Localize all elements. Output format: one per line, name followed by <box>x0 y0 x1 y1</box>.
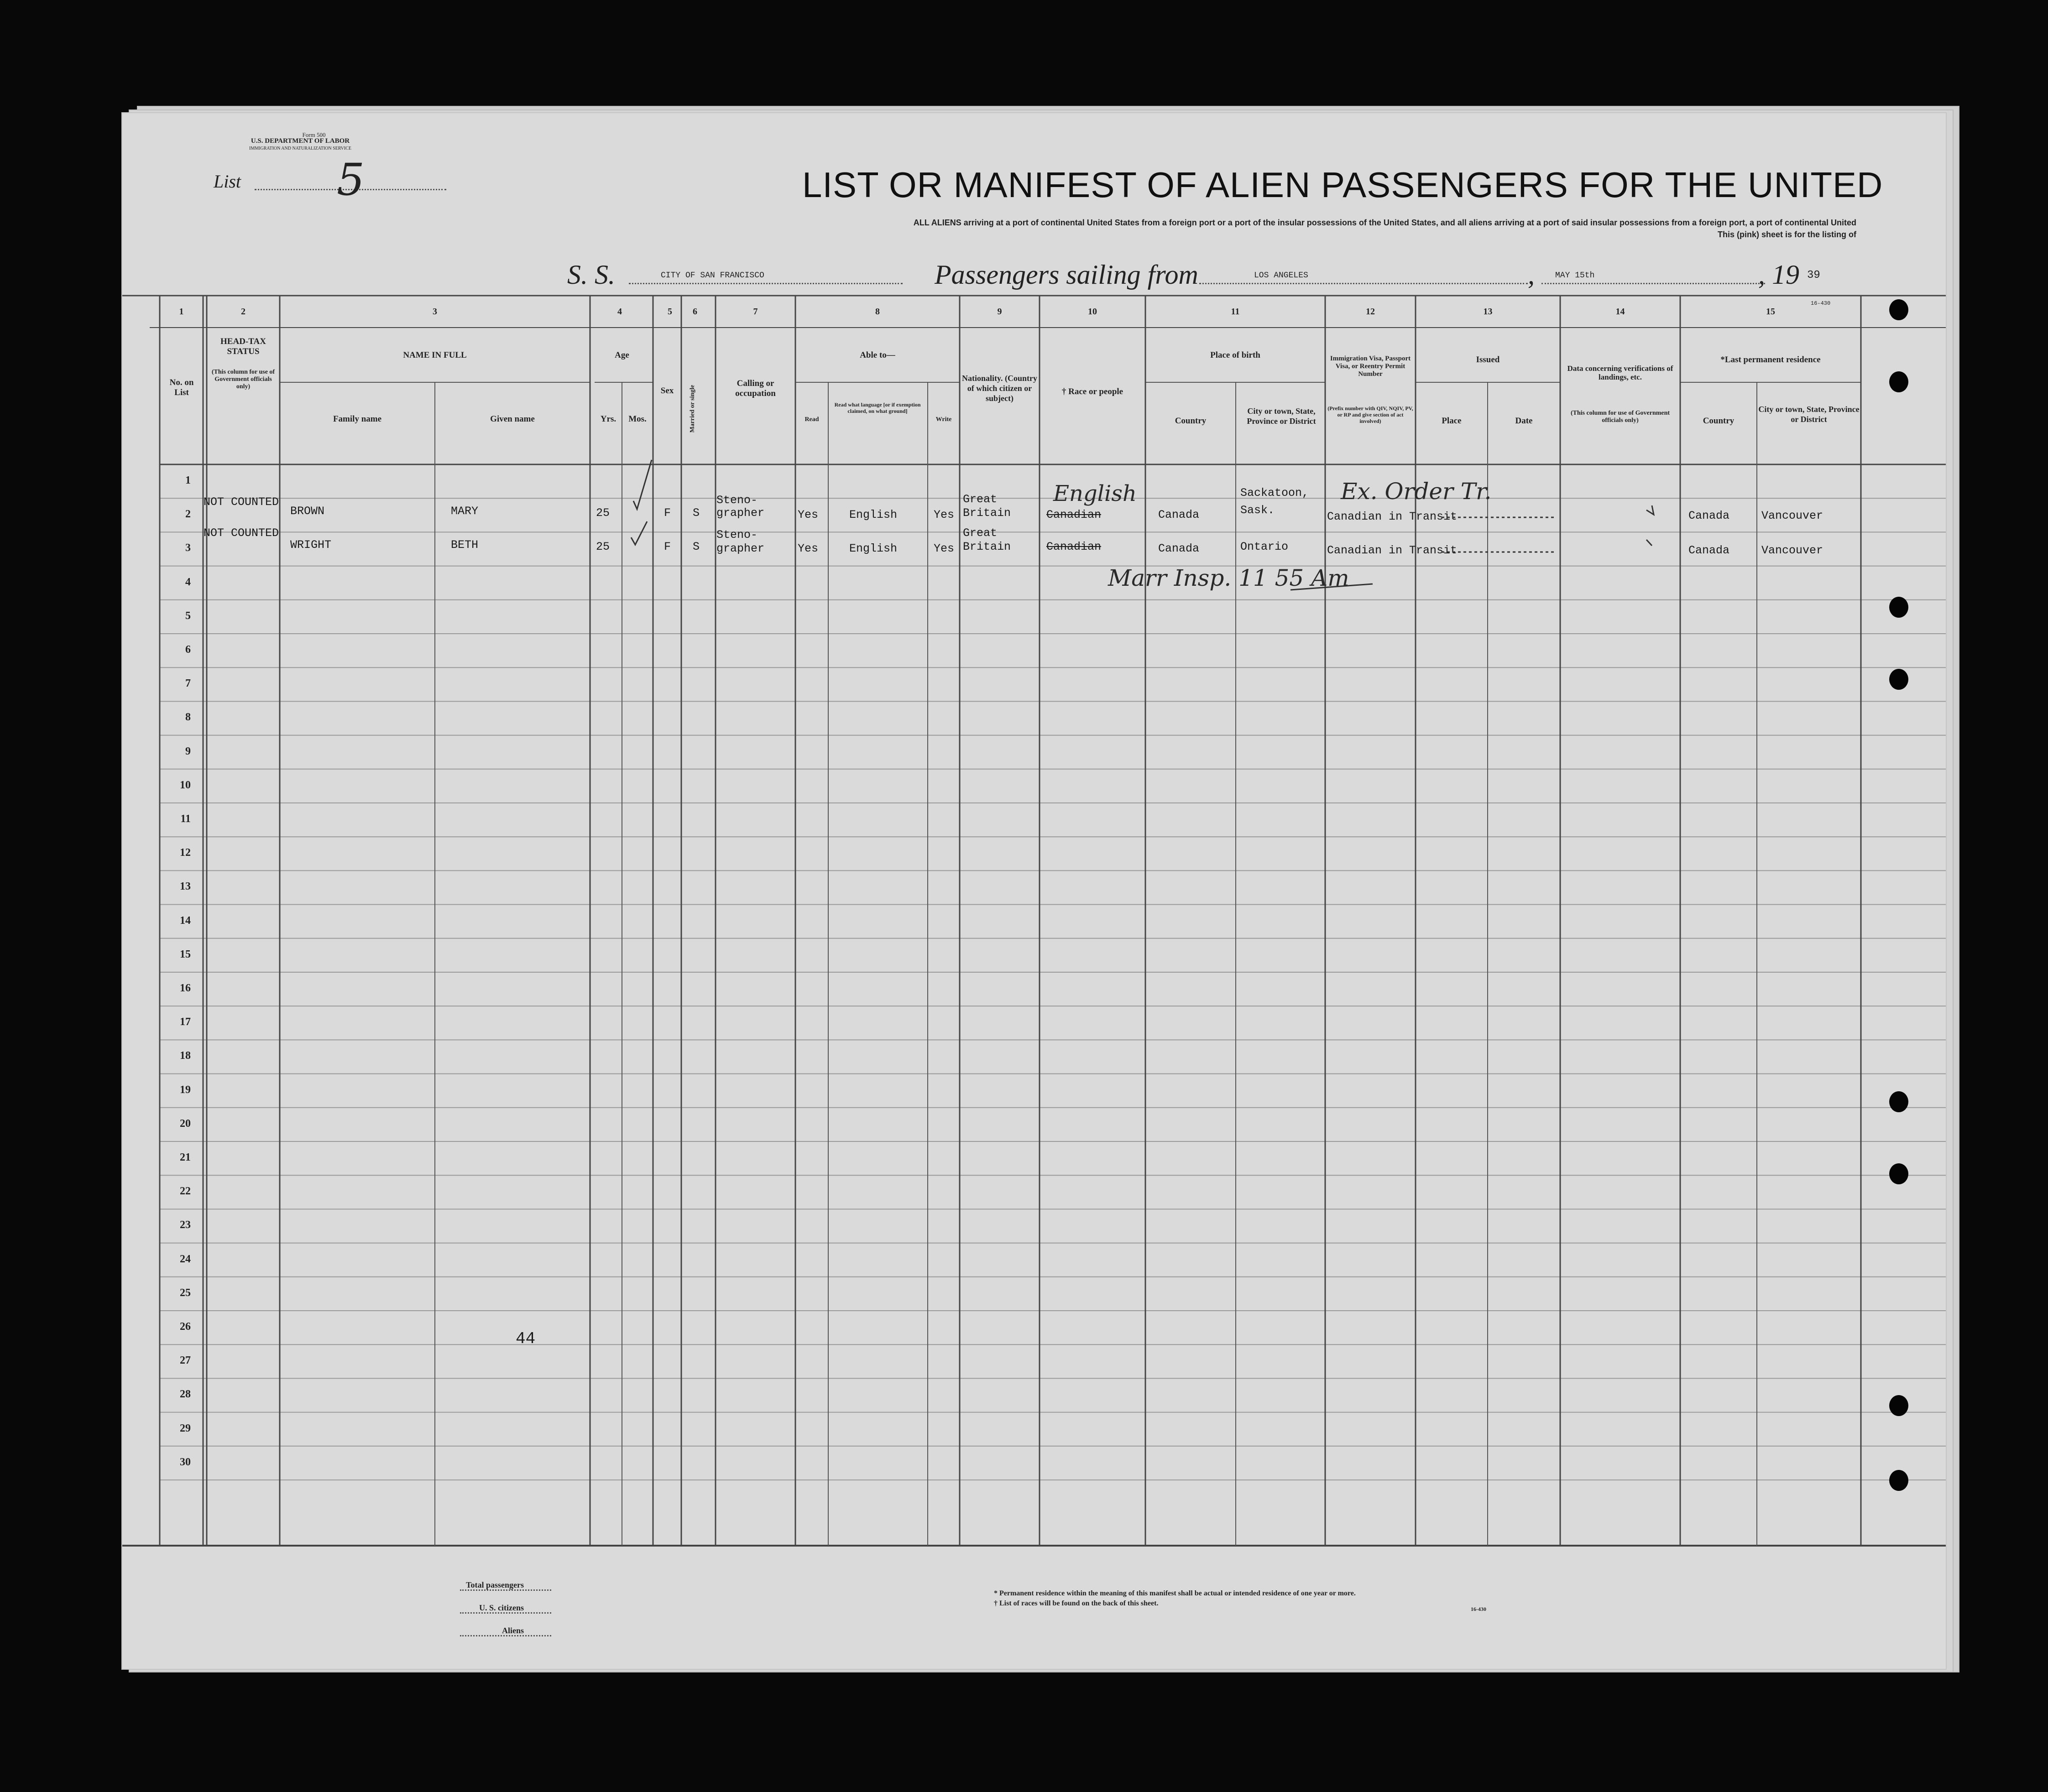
header-write: Write <box>935 416 952 423</box>
marital-status: S <box>693 506 700 520</box>
list-number: 5 <box>337 154 365 205</box>
age-years: 25 <box>596 506 610 520</box>
ship-name: CITY OF SAN FRANCISCO <box>661 271 764 280</box>
header-head-tax: HEAD-TAX STATUS <box>220 337 266 356</box>
given-name: MARY <box>451 505 479 518</box>
row-number: 30 <box>180 1456 191 1468</box>
header-visa-note: (Prefix number with QIV, NQIV, PV, or RP and give section of act involved) <box>1327 405 1413 424</box>
residence-city: Vancouver <box>1761 509 1823 522</box>
residence-country: Canada <box>1688 544 1730 557</box>
header-residence-city: City or town, State, Province or District <box>1758 405 1860 424</box>
header-residence-country: Country <box>1703 416 1735 426</box>
row-number: 8 <box>185 711 191 724</box>
birth-country: Canada <box>1158 508 1200 521</box>
footnote-races: † List of races will be found on the back of this sheet. <box>994 1599 1159 1607</box>
header-head-tax-note: (This column for use of Government officials only) <box>211 369 275 390</box>
header-issued-place: Place <box>1442 416 1462 426</box>
header-sex: Sex <box>660 386 674 396</box>
service-name: IMMIGRATION AND NATURALIZATION SERVICE <box>249 146 351 151</box>
column-number-10: 10 <box>1088 307 1097 317</box>
nationality-line-1: Great <box>963 526 998 540</box>
comma-1: , <box>1528 260 1535 290</box>
stamp-number: 44 <box>516 1329 536 1348</box>
marital-status: S <box>693 540 700 553</box>
form-code-top: 16-430 <box>1811 300 1831 307</box>
header-birth-country: Country <box>1175 416 1207 426</box>
punch-hole <box>1889 597 1908 618</box>
race-typed: Canadian <box>1046 508 1102 521</box>
header-place-of-birth: Place of birth <box>1210 350 1260 360</box>
row-number: 24 <box>180 1253 191 1265</box>
column-number-9: 9 <box>997 307 1002 317</box>
punch-hole <box>1889 299 1908 320</box>
row-number: 25 <box>180 1287 191 1299</box>
row-number: 23 <box>180 1219 191 1231</box>
header-age-mos: Mos. <box>628 414 647 424</box>
row-number: 3 <box>185 542 191 554</box>
header-nationality: Nationality. (Country of which citizen or subject) <box>962 374 1038 403</box>
occupation-line-1: Steno- <box>716 494 758 507</box>
header-read-language: Read what language [or if exemption claimed, on what ground] <box>834 401 921 414</box>
nationality-line-2: Britain <box>963 540 1011 553</box>
pen-marks <box>122 113 1946 1669</box>
nationality-line-2: Britain <box>963 506 1011 520</box>
comma-2: , <box>1758 260 1765 290</box>
row-number: 12 <box>180 847 191 859</box>
header-able-to: Able to— <box>860 350 895 360</box>
header-race: † Race or people <box>1061 387 1123 396</box>
header-issued-date: Date <box>1515 416 1533 426</box>
header-married-single: Married or single <box>689 385 696 433</box>
ss-label: S. S. <box>567 260 615 290</box>
page-title: LIST OR MANIFEST OF ALIEN PASSENGERS FOR THE UNITED <box>802 165 1883 205</box>
punch-hole <box>1889 1470 1908 1491</box>
occupation-line-1: Steno- <box>716 528 758 542</box>
occupation-line-2: grapher <box>716 542 765 555</box>
punch-hole <box>1889 1163 1908 1184</box>
row-number: 17 <box>180 1016 191 1028</box>
row-number: 10 <box>180 779 191 791</box>
row-number: 28 <box>180 1388 191 1401</box>
family-name: BROWN <box>290 505 325 518</box>
sex: F <box>664 540 671 553</box>
column-number-12: 12 <box>1366 307 1375 317</box>
header-occupation: Calling or occupation <box>735 379 776 398</box>
row-number: 18 <box>180 1050 191 1062</box>
row-number: 21 <box>180 1151 191 1163</box>
visa-handwritten: Ex. Order Tr. <box>1341 478 1492 505</box>
footnote-form-code: 16-430 <box>1471 1606 1486 1612</box>
punch-hole <box>1889 1395 1908 1416</box>
year-suffix: 39 <box>1807 269 1820 281</box>
row-number: 4 <box>185 576 191 588</box>
can-write: Yes <box>934 508 955 521</box>
column-number-15: 15 <box>1766 307 1775 317</box>
year-prefix: 19 <box>1772 260 1799 290</box>
footnote-permanent-residence: * Permanent residence within the meaning of this manifest shall be actual or intended residence of one year or more. <box>994 1589 1356 1597</box>
total-passengers-line <box>460 1589 551 1591</box>
row-number: 26 <box>180 1321 191 1333</box>
row-number: 1 <box>185 474 191 486</box>
header-last-residence: *Last permanent residence <box>1720 355 1821 365</box>
header-age-yrs: Yrs. <box>600 414 616 424</box>
header-age: Age <box>615 350 629 360</box>
department-name: U.S. DEPARTMENT OF LABOR <box>251 137 350 145</box>
column-number-8: 8 <box>875 307 880 317</box>
us-citizens-line <box>460 1612 551 1614</box>
language: English <box>849 542 898 555</box>
punch-hole <box>1889 669 1908 690</box>
can-read: Yes <box>798 542 819 555</box>
header-verifications: Data concerning verifications of landings, etc. <box>1567 364 1673 381</box>
punch-hole <box>1889 371 1908 392</box>
visa-number: Canadian in Transit <box>1327 510 1458 523</box>
can-write: Yes <box>934 542 955 555</box>
column-number-13: 13 <box>1483 307 1493 317</box>
birth-country: Canada <box>1158 542 1200 555</box>
occupation-line-2: grapher <box>716 506 765 520</box>
header-visa: Immigration Visa, Passport Visa, or Reentry Permit Number <box>1330 355 1411 378</box>
row-number: 29 <box>180 1422 191 1434</box>
row-number: 27 <box>180 1354 191 1367</box>
residence-country: Canada <box>1688 509 1730 522</box>
row-number: 15 <box>180 948 191 960</box>
column-number-4: 4 <box>617 307 622 317</box>
row-number: 20 <box>180 1117 191 1130</box>
row-number: 5 <box>185 609 191 622</box>
column-number-11: 11 <box>1231 307 1240 317</box>
family-name: WRIGHT <box>290 538 332 552</box>
aliens-line <box>460 1635 551 1636</box>
row-number: 19 <box>180 1084 191 1096</box>
punch-hole <box>1889 1091 1908 1112</box>
column-number-14: 14 <box>1615 307 1625 317</box>
aliens-label: Aliens <box>502 1626 524 1635</box>
column-number-2: 2 <box>241 307 246 317</box>
head-tax-status: NOT COUNTED <box>204 495 279 509</box>
column-number-6: 6 <box>693 307 697 317</box>
inspector-annotation: Marr Insp. 11 55 Am <box>1108 565 1349 591</box>
language: English <box>849 508 898 521</box>
birth-city-line-2: Sask. <box>1240 504 1275 517</box>
manifest-sheet <box>122 113 1946 1669</box>
column-number-5: 5 <box>668 307 672 317</box>
row-number: 6 <box>185 644 191 656</box>
header-birth-city: City or town, State, Province or District <box>1247 406 1316 426</box>
sex: F <box>664 506 671 520</box>
header-read: Read <box>805 416 819 423</box>
column-number-7: 7 <box>753 307 758 317</box>
race-handwritten: English <box>1053 481 1137 506</box>
subtitle-line-1: ALL ALIENS arriving at a port of continental United States from a foreign port or a port of the insular possessions of the United States, and all aliens arriving at a port of said insular possessions from a foreign port, a port of continental United <box>913 218 1856 227</box>
given-name: BETH <box>451 538 479 552</box>
birth-city-line-1: Sackatoon, <box>1240 486 1309 500</box>
row-number: 16 <box>180 982 191 994</box>
race-typed: Canadian <box>1046 540 1102 553</box>
header-name-in-full: NAME IN FULL <box>403 350 467 360</box>
row-number: 22 <box>180 1185 191 1198</box>
subtitle-line-2: This (pink) sheet is for the listing of <box>1717 230 1856 239</box>
nationality-line-1: Great <box>963 493 998 506</box>
row-number: 13 <box>180 880 191 893</box>
column-number-3: 3 <box>433 307 437 317</box>
visa-number: Canadian in Transit <box>1327 544 1458 557</box>
row-number: 11 <box>180 813 191 825</box>
age-years: 25 <box>596 540 610 553</box>
residence-city: Vancouver <box>1761 544 1823 557</box>
row-number: 2 <box>185 508 191 521</box>
row-number: 7 <box>185 677 191 690</box>
can-read: Yes <box>798 508 819 521</box>
port-name: LOS ANGELES <box>1254 271 1308 280</box>
header-no-on-list: No. on List <box>169 378 194 397</box>
sailing-date: MAY 15th <box>1555 271 1595 280</box>
form-number: Form 500 <box>302 131 326 138</box>
header-issued: Issued <box>1476 355 1500 365</box>
total-passengers-label: Total passengers <box>466 1580 524 1589</box>
header-verifications-note: (This column for use of Government officials only) <box>1570 410 1670 424</box>
row-number: 9 <box>185 745 191 757</box>
head-tax-status: NOT COUNTED <box>204 526 279 540</box>
list-label: List <box>214 171 241 192</box>
birth-city-line-1: Ontario <box>1240 540 1289 553</box>
header-family-name: Family name <box>333 414 382 424</box>
row-number: 14 <box>180 914 191 927</box>
sailing-label: Passengers sailing from <box>935 260 1198 290</box>
column-number-1: 1 <box>179 307 184 317</box>
us-citizens-label: U. S. citizens <box>479 1603 524 1612</box>
header-given-name: Given name <box>490 414 535 424</box>
